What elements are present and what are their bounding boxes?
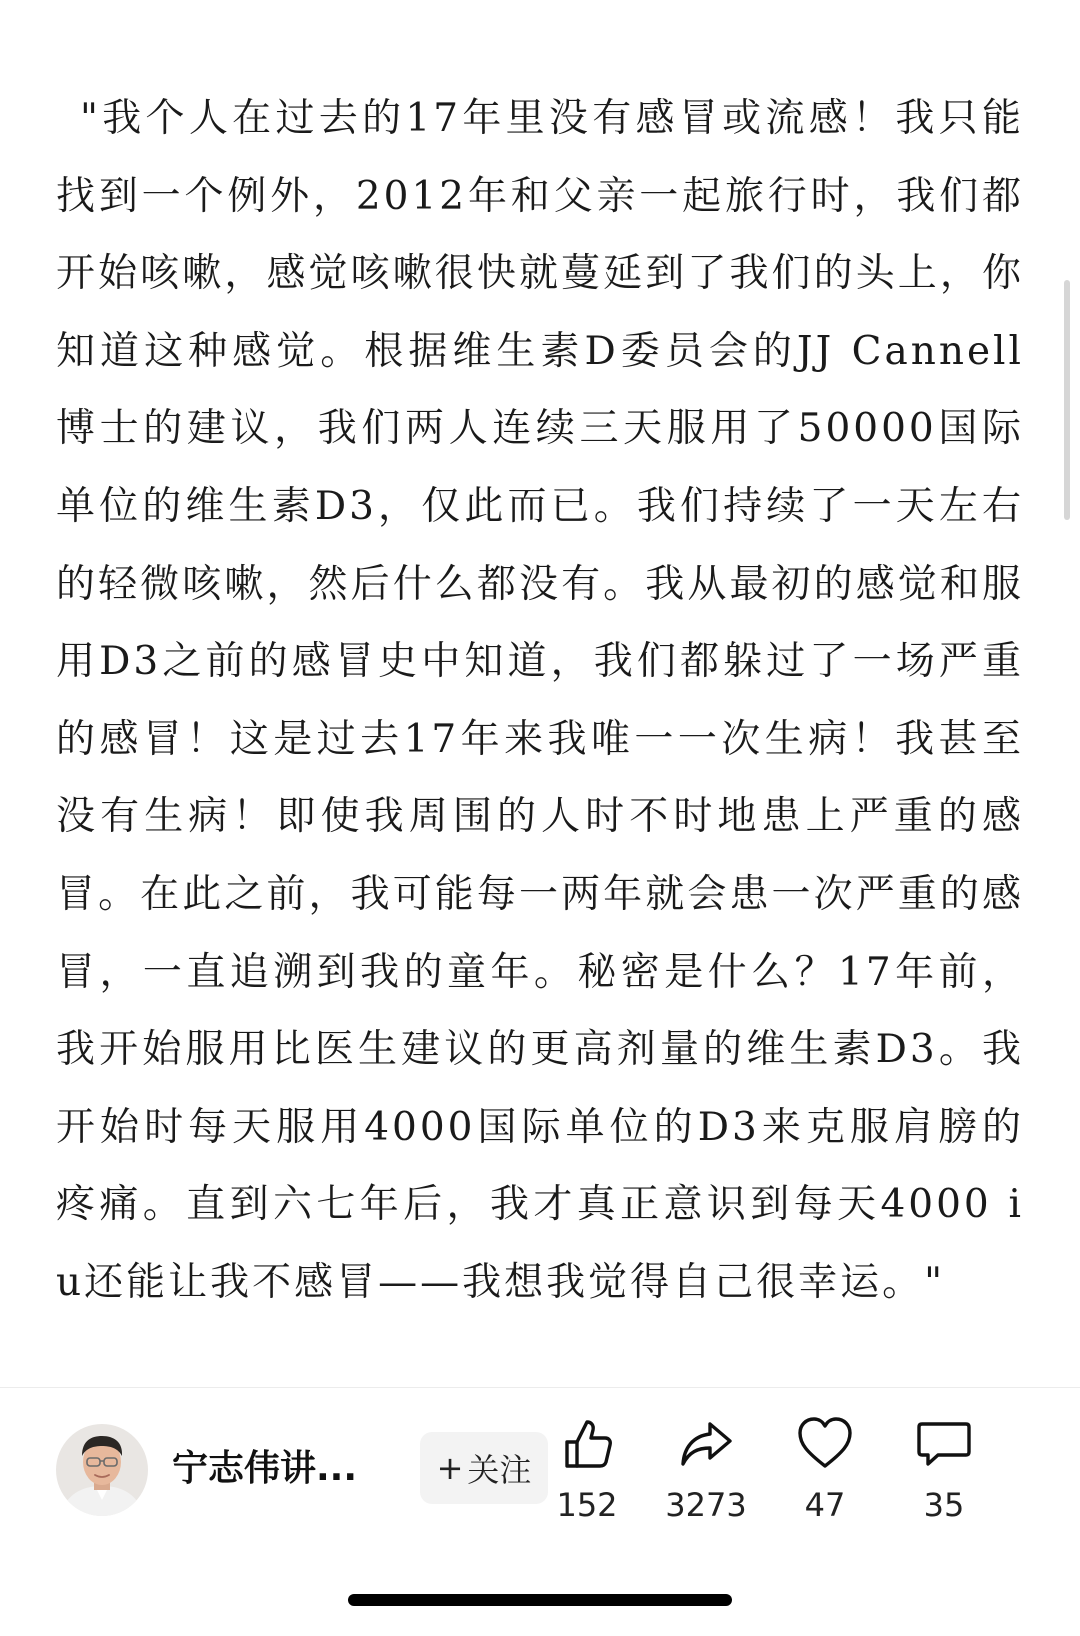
follow-label: 关注 [467, 1451, 532, 1489]
favorite-button[interactable] [770, 1414, 880, 1524]
scrollbar[interactable] [1064, 280, 1070, 520]
comment-button[interactable] [889, 1414, 999, 1524]
author-name[interactable]: 宁志伟讲... [172, 1448, 358, 1489]
author-avatar[interactable] [56, 1424, 148, 1516]
favorite-count: 47 [804, 1486, 846, 1524]
thumbs-up-icon [557, 1414, 617, 1474]
avatar-photo-icon [56, 1424, 148, 1516]
like-button[interactable] [532, 1414, 642, 1524]
share-count: 3273 [665, 1486, 747, 1524]
plus-icon: + [436, 1449, 464, 1487]
share-button[interactable] [651, 1414, 761, 1524]
home-indicator[interactable] [348, 1594, 732, 1606]
heart-icon [795, 1414, 855, 1474]
bottom-action-bar [0, 1388, 1080, 1568]
comment-count: 35 [923, 1486, 965, 1524]
like-count: 152 [556, 1486, 618, 1524]
article-body [56, 80, 1024, 1322]
article-paragraph: "我个人在过去的17年里没有感冒或流感！我只能找到一个例外，2012年和父亲一起旅行时，我们都开始咳嗽，感觉咳嗽很快就蔓延到了我们的头上，你知道这种感觉。根据维生素D委员会的JJ Cannell博士的建议，我们两人连续三天服用了50000国际单位的维生素D3，仅此而已。我们持续了一天左右的轻微咳嗽，然后什么都没有。我从最初的感觉和服用D3之前的感冒史中知道，我们都躲过了一场严重的感冒！这是过去17年来我唯一一次生病！我甚至没有生病！即使我周围的人时不时地患上严重的感冒。在此之前，我可能每一两年就会患一次严重的感冒，一直追溯到我的童年。秘密是什么？17年前，我开始服用比医生建议的更高剂量的维生素D3。我开始时每天服用4000国际单位的D3来克服肩膀的疼痛。直到六七年后，我才真正意识到每天4000 iu还能让我不感冒——我想我觉得自己很幸运。" [56, 96, 1024, 1305]
comment-bubble-icon [914, 1414, 974, 1474]
follow-button[interactable] [420, 1432, 548, 1504]
share-arrow-icon [676, 1414, 736, 1474]
